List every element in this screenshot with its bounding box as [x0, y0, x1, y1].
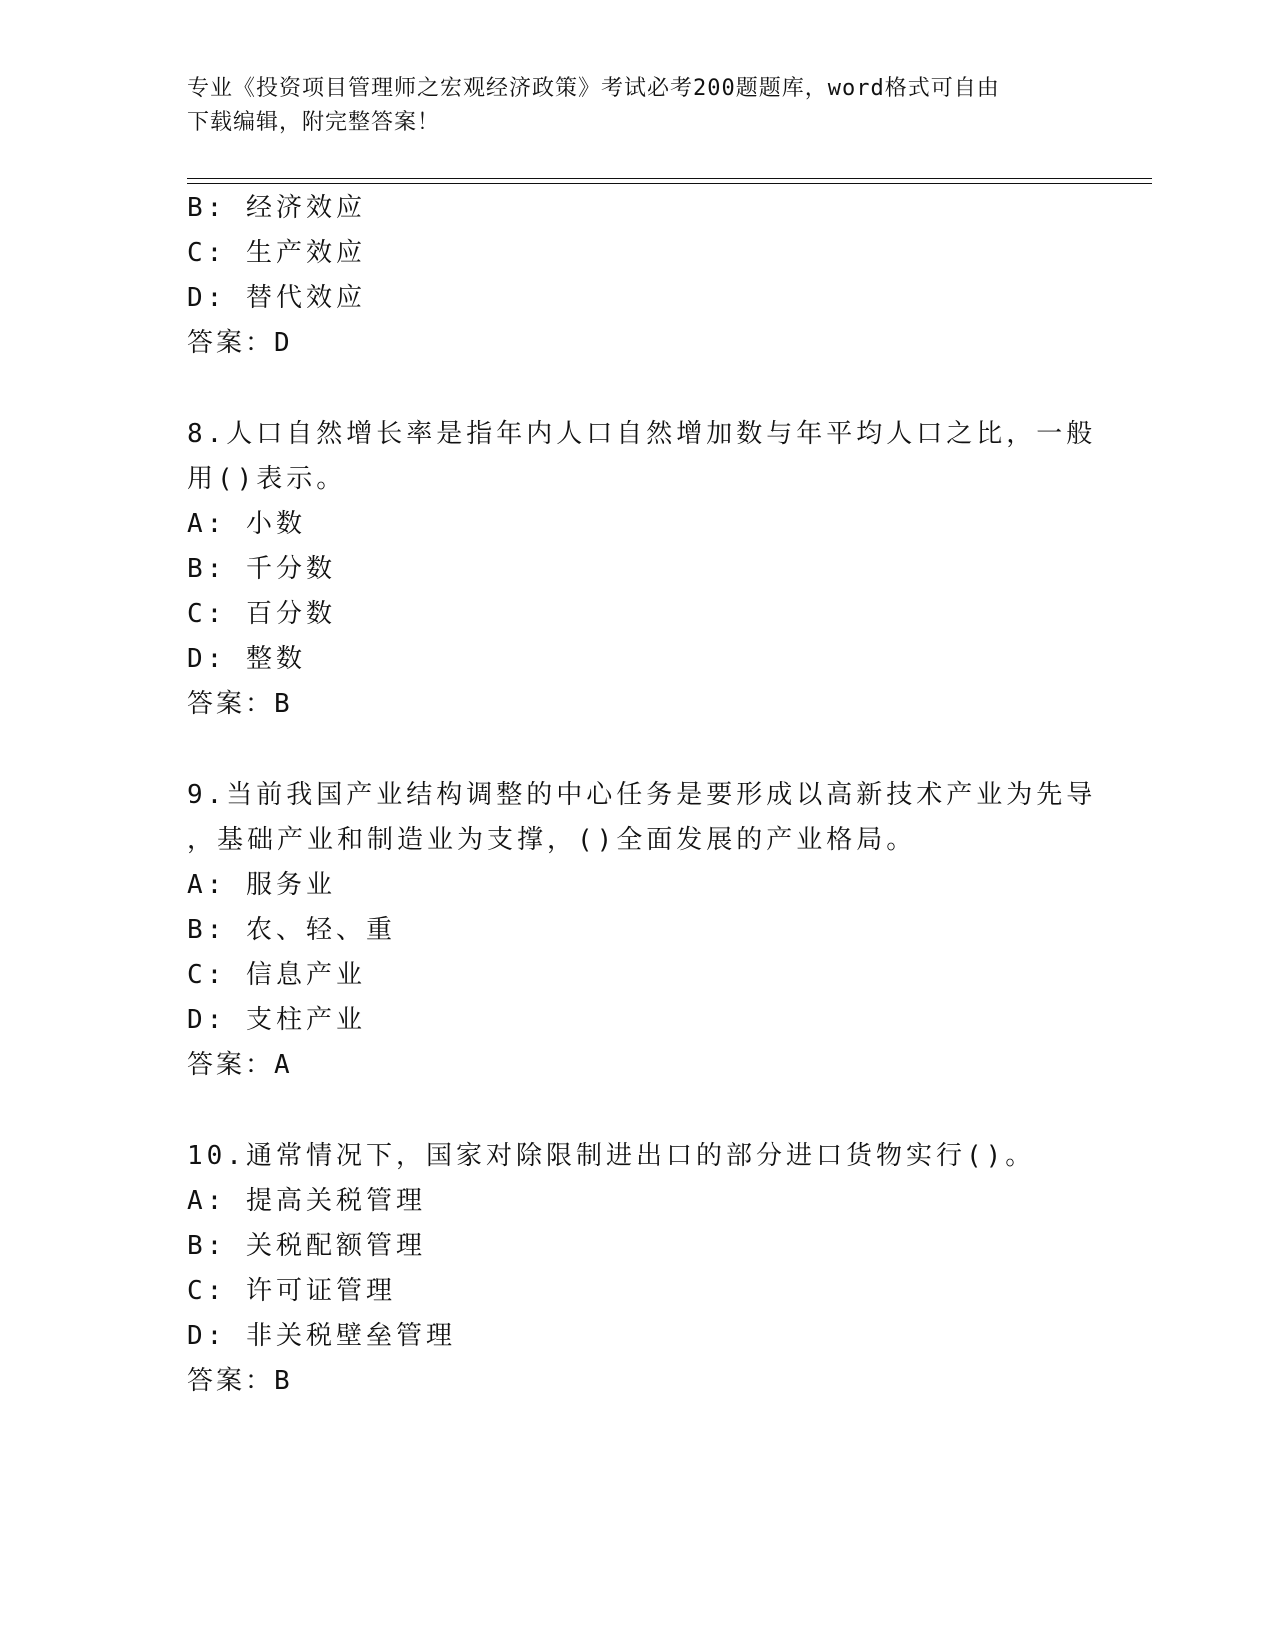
q8-option-a: A: 小数 — [187, 509, 306, 539]
q8-stem-line-1: 8.人口自然增长率是指年内人口自然增加数与年平均人口之比，一般 — [187, 419, 1097, 449]
q9-stem-line-1: 9.当前我国产业结构调整的中心任务是要形成以高新技术产业为先导 — [187, 780, 1097, 810]
header-line-2: 下载编辑，附完整答案！ — [187, 110, 441, 135]
q7-answer: 答案：D — [187, 328, 293, 358]
header-line-1: 专业《投资项目管理师之宏观经济政策》考试必考200题题库，word格式可自由 — [187, 76, 1000, 101]
q7-option-d: D: 替代效应 — [187, 283, 366, 313]
q9-option-c: C: 信息产业 — [187, 960, 366, 990]
q8-answer: 答案：B — [187, 689, 293, 719]
q9-answer: 答案：A — [187, 1050, 293, 1080]
q10-option-b: B: 关税配额管理 — [187, 1231, 426, 1261]
header-divider-bottom — [187, 183, 1152, 184]
document-header — [187, 72, 1087, 140]
q7-option-c: C: 生产效应 — [187, 238, 366, 268]
q9-option-d: D: 支柱产业 — [187, 1005, 366, 1035]
q10-answer: 答案：B — [187, 1366, 293, 1396]
q10-option-c: C: 许可证管理 — [187, 1276, 396, 1306]
q8-stem-line-2: 用()表示。 — [187, 464, 347, 494]
q7-option-b: B: 经济效应 — [187, 193, 366, 223]
q8-option-b: B: 千分数 — [187, 554, 336, 584]
q10-stem-line-1: 10.通常情况下，国家对除限制进出口的部分进口货物实行()。 — [187, 1141, 1036, 1171]
q8-option-c: C: 百分数 — [187, 599, 336, 629]
q8-option-d: D: 整数 — [187, 644, 306, 674]
q10-option-a: A: 提高关税管理 — [187, 1186, 426, 1216]
q9-stem-line-2: ，基础产业和制造业为支撑，()全面发展的产业格局。 — [187, 825, 917, 855]
q10-option-d: D: 非关税壁垒管理 — [187, 1321, 456, 1351]
q9-option-b: B: 农、轻、重 — [187, 915, 396, 945]
q9-option-a: A: 服务业 — [187, 870, 336, 900]
header-divider-top — [187, 178, 1152, 179]
